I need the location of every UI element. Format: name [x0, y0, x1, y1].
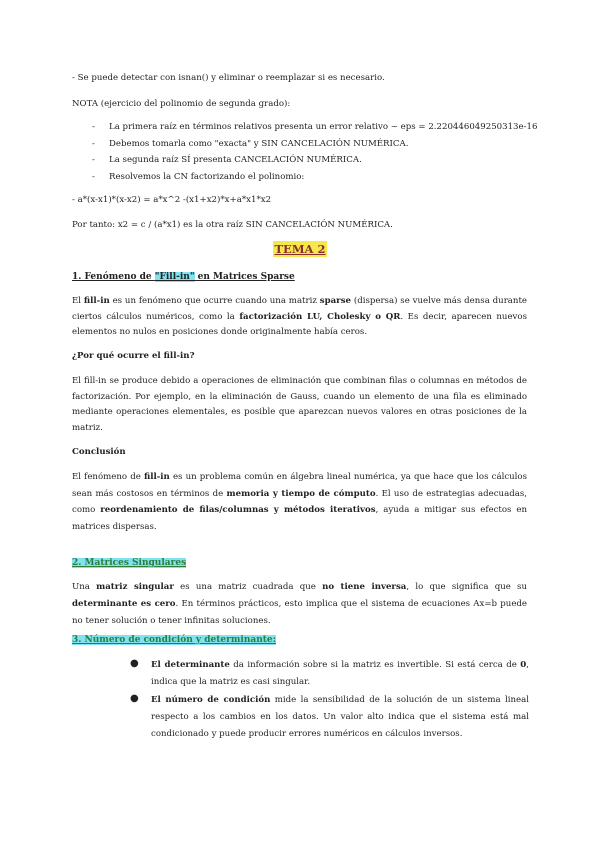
intro-line: - Se puede detectar con isnan() y eliminar o reemplazar si es necesario.: [72, 73, 385, 83]
section1-heading: 1. Fenómeno de "Fill-in" en Matrices Sparse: [72, 272, 295, 282]
section1-paragraph-2: El fill-in se produce debido a operaciones de eliminación que combinan filas o columnas en métodos de factorización. Por ejemplo, en la eliminación de Gauss, cuando un elemento de una fila es eliminado mediante operaciones elementales, es posible que aparezcan nuevos valores en otras posiciones de la matriz.: [72, 376, 527, 433]
bullet-dot-icon: ●: [130, 693, 139, 704]
section2-paragraph: Una matriz singular es una matriz cuadrada que no tiene inversa, lo que significa que su determinante es cero. En términos prácticos, esto implica que el sistema de ecuaciones Ax=b puede no tener solución o tener infinitas soluciones.: [72, 582, 527, 626]
section3-heading: 3. Número de condición y determinante:: [72, 635, 276, 645]
section1-paragraph-3: El fenómeno de fill-in es un problema común en álgebra lineal numérica, ya que hace que los cálculos sean más costosos en términos de memoria y tiempo de cómputo. El uso de estrategias adecuadas, como reordenamiento de filas/columnas y métodos iterativos, ayuda a mitigar sus efectos en matrices dispersas.: [72, 472, 528, 532]
document-page: - Se puede detectar con isnan() y eliminar o reemplazar si es necesario. NOTA (ejercicio del polinomio de segunda grado): - La primera raíz en términos relativos presenta un error relativo ~ eps = 2.220446049250313e-16 - Debemos tomarla como "exacta" y SIN CANCELACIÓN NUMÉRICA. - La segunda raíz SÍ presenta CANCELACIÓN NUMÉRICA. - Resolvemos la CN factorizando el polinomio: - a*(x-x1)*(x-x2) = a*x^2 -(x1+x2)*x+a*x1*x2 Por tanto: x2 = c / (a*x1) es la otra raíz SIN CANCELACIÓN NUMÉRICA. TEMA 2 1. Fenómeno de "Fill-in" en Matrices Sparse El fill-in es un fenómeno que ocurre cuando una matriz sparse (dispersa) se vuelve más densa durante ciertos cálculos numéricos, como la factorización LU, Cholesky o QR. Es decir, aparecen nuevos elementos no nulos en posiciones donde originalmente había ceros. ¿Por qué ocurre el fill-in? El fill-in se produce debido a operaciones de eliminación que combinan filas o columnas en métodos de factorización. Por ejemplo, en la eliminación de Gauss, cuando un elemento de una fila es eliminado mediante operaciones elementales, es posible que aparezcan nuevos valores en otras posiciones de la matriz. Conclusión El fenómeno de fill-in es un problema común en álgebra lineal numérica, ya que hace que los cálculos sean más costosos en términos de memoria y tiempo de cómputo. El uso de estrategias adecuadas, como reordenamiento de filas/columnas y métodos iterativos, ayuda a mitigar sus efectos en matrices dispersas. 2. Matrices Singulares Una matriz singular es una matriz cuadrada que no tiene inversa, lo que significa que su determinante es cero. En términos prácticos, esto implica que el sistema de ecuaciones Ax=b puede no tener solución o tener infinitas soluciones. 3. Número de condición y determinante: ● El determinante da información sobre si la matriz es invertible. Si está cerca de 0, indica que la matriz es casi singular. ● El número de condición mide la sensibilidad de la solución de un sistema lineal respecto a los cambios en los datos. Un valor alto indica que el sistema está mal condicionado y puede producir errores numéricos en cálculos inversos.: [0, 0, 600, 848]
section1-question-heading: ¿Por qué ocurre el fill-in?: [72, 351, 195, 361]
dash-bullet-icon: -: [92, 139, 95, 149]
formula-line: - a*(x-x1)*(x-x2) = a*x^2 -(x1+x2)*x+a*x1*x2: [72, 195, 272, 205]
section1-paragraph-1: El fill-in es un fenómeno que ocurre cuando una matriz sparse (dispersa) se vuelve más densa durante ciertos cálculos numéricos, como la factorización LU, Cholesky o QR. Es decir, aparecen nuevos elementos no nulos en posiciones donde originalmente había ceros.: [72, 296, 527, 337]
tema-title: TEMA 2: [274, 242, 326, 256]
section2-heading: 2. Matrices Singulares: [72, 558, 187, 568]
dash-bullet-icon: -: [92, 172, 95, 182]
nota-line: NOTA (ejercicio del polinomio de segunda grado):: [72, 99, 291, 109]
bullet-dot-icon: ●: [130, 658, 139, 669]
conclusion-line: Por tanto: x2 = c / (a*x1) es la otra raíz SIN CANCELACIÓN NUMÉRICA.: [72, 220, 393, 230]
fill-in-highlight: "Fill-in": [154, 272, 195, 282]
dash-bullet-icon: -: [92, 155, 95, 165]
dash-bullet-icon: -: [92, 122, 95, 132]
section1-conclusion-heading: Conclusión: [72, 447, 126, 457]
